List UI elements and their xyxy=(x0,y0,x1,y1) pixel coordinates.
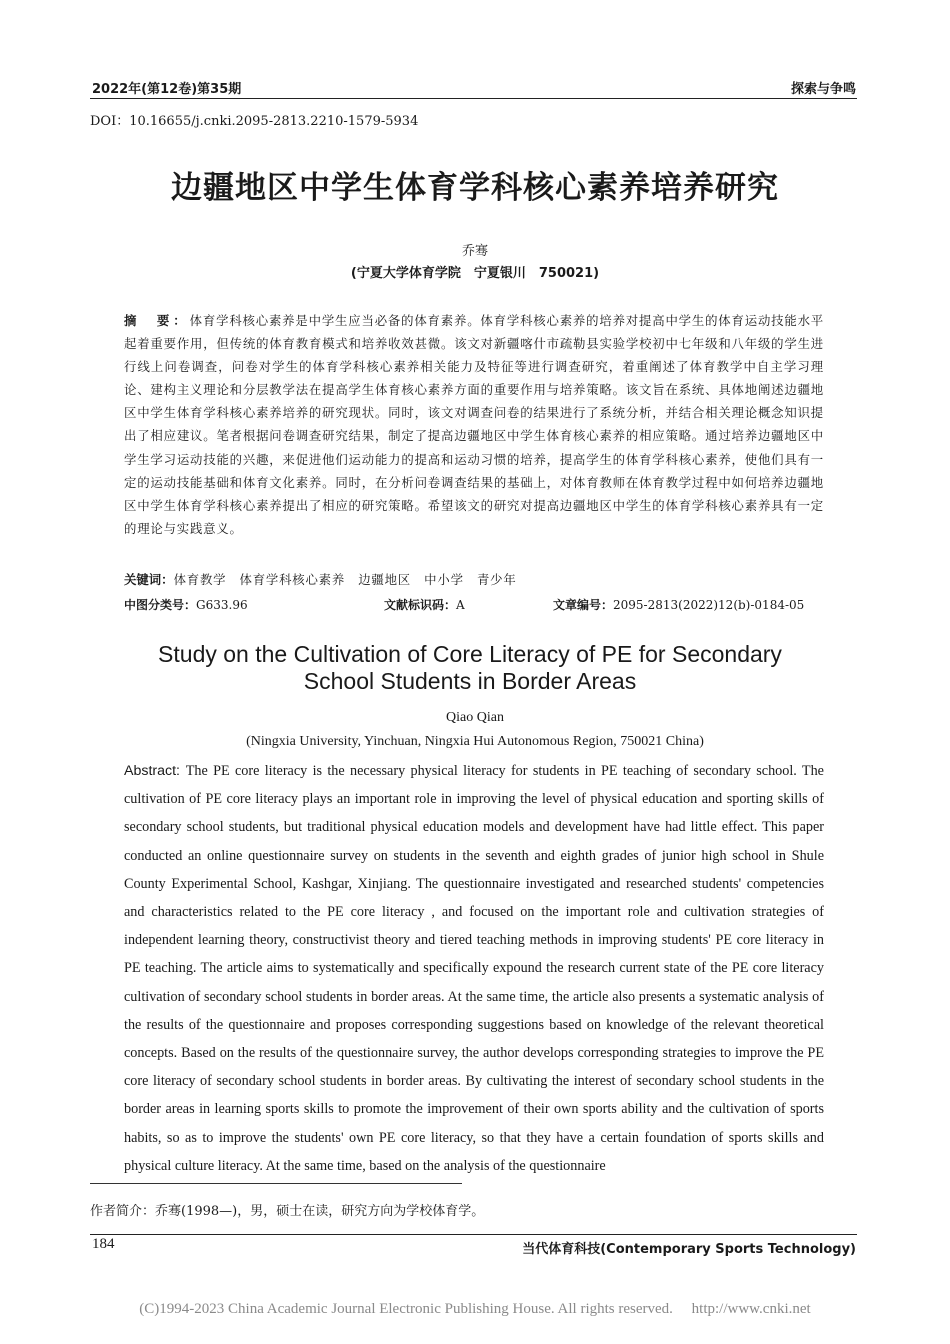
copyright-watermark: (C)1994-2023 China Academic Journal Electronic Publishing House. All rights reserved. http://www.cnki.net xyxy=(139,1301,811,1317)
abstract-en-text: The PE core literacy is the necessary physical literacy for students in PE teaching of secondary school. The cultivation of PE core literacy plays an important role in improving the level of physical education and sporting skills of secondary school students, but traditional physical education models and development have had little effect. This paper conducted an online questionnaire survey on students in the seventh and eighth grades of junior high school in Shule County Experimental School, Kashgar, Xinjiang. The questionnaire investigated and researched students' competencies and characteristics related to the PE core literacy , and focused on the important role and cultivation strategies of independent learning theory, constructivist theory and tiered teaching methods in improving students' PE core literacy in PE teaching. The article aims to systematically and specifically expound the research current state of the PE core literacy cultivation of secondary school students in border areas. At the same time, the article also presents a systematic analysis of the results of the questionnaire and proposes corresponding suggestions based on knowledge of the relevant theoretical concepts. Based on the results of the questionnaire survey, the author develops corresponding strategies to improve the PE core literacy of secondary school students in border areas. By cultivating the interest of secondary school students in the border areas in learning sports skills to promote the improvement of their own sports ability and the cultivation of sports habits, so as to improve the students' own PE core literacy, so that they have a certain foundation of sports skills and physical culture literacy. At the same time, based on the analysis of the questionnaire xyxy=(124,763,824,1174)
author-footnote: 作者简介：乔骞(1998—)，男，硕士在读，研究方向为学校体育学。 xyxy=(90,1204,485,1219)
column-name: 探索与争鸣 xyxy=(790,82,856,97)
header-divider xyxy=(90,98,857,99)
paper-title-en-line1: Study on the Cultivation of Core Literacy of PE for Secondary xyxy=(158,641,782,667)
clc-value: G633.96 xyxy=(196,598,248,612)
affiliation-zh: (宁夏大学体育学院 宁夏银川 750021) xyxy=(350,266,600,281)
abstract-en-label: Abstract: xyxy=(124,763,186,779)
abstract-zh-text: 体育学科核心素养是中学生应当必备的体育素养。体育学科核心素养的培养对提高中学生的体育运动技能水平起着重要作用，但传统的体育教育模式和培养收效甚微。该文对新疆喀什市疏勒县实验学校初中七年级和八年级的学生进行线上问卷调查，问卷对学生的体育学科核心素养相关能力及特征等进行调查研究，着重阐述了体育教学中自主学习理论、建构主义理论和分层教学法在提高学生体育核心素养方面的重要作用与培养策略。该文旨在系统、具体地阐述边疆地区中学生体育学科核心素养培养的研究现状。同时，该文对调查问卷的结果进行了系统分析，并结合相关理论概念知识提出了相应建议。笔者根据问卷调查研究结果，制定了提高边疆地区中学生体育核心素养的相应策略。通过培养边疆地区中学生学习运动技能的兴趣，来促进他们运动能力的提高和运动习惯的培养，提高学生的体育学科核心素养，使他们具有一定的运动技能基础和体育文化素养。同时，在分析问卷调查结果的基础上，对体育教师在体育教学过程中如何培养边疆地区中学生体育学科核心素养提出了相应的研究策略。希望该文的研究对提高边疆地区中学生的体育学科核心素养具有一定的理论与实践意义。 xyxy=(124,313,825,536)
article-number-label: 文章编号： xyxy=(553,598,614,612)
paper-title-zh: 边疆地区中学生体育学科核心素养培养研究 xyxy=(171,170,779,206)
classification-row xyxy=(124,596,824,613)
abstract-zh-label: 摘 要： xyxy=(124,313,190,328)
author-zh: 乔骞 xyxy=(461,244,488,259)
article-number-value: 2095-2813(2022)12(b)-0184-05 xyxy=(613,598,805,612)
doi[interactable]: DOI：10.16655/j.cnki.2095-2813.2210-1579-5934 xyxy=(90,114,419,129)
author-en: Qiao Qian xyxy=(446,710,504,725)
doc-code-value: A xyxy=(456,598,465,612)
keywords-text: 体育教学 体育学科核心素养 边疆地区 中小学 青少年 xyxy=(173,572,517,587)
keywords xyxy=(124,570,824,588)
paper-title-en xyxy=(0,641,940,695)
footer-divider xyxy=(90,1234,857,1235)
footnote-divider xyxy=(90,1183,462,1184)
journal-issue: 2022年(第12卷)第35期 xyxy=(92,82,242,97)
page-number: 184 xyxy=(92,1236,115,1252)
affiliation-en: (Ningxia University, Yinchuan, Ningxia Hui Autonomous Region, 750021 China) xyxy=(246,734,704,749)
clc-label: 中图分类号： xyxy=(124,598,197,612)
journal-name: 当代体育科技(Contemporary Sports Technology) xyxy=(522,1242,856,1257)
abstract-zh xyxy=(124,309,824,540)
paper-title-en-line2: School Students in Border Areas xyxy=(303,668,637,694)
abstract-en xyxy=(124,757,824,1180)
doc-code-label: 文献标识码： xyxy=(384,598,457,612)
keywords-label: 关键词： xyxy=(124,572,174,587)
